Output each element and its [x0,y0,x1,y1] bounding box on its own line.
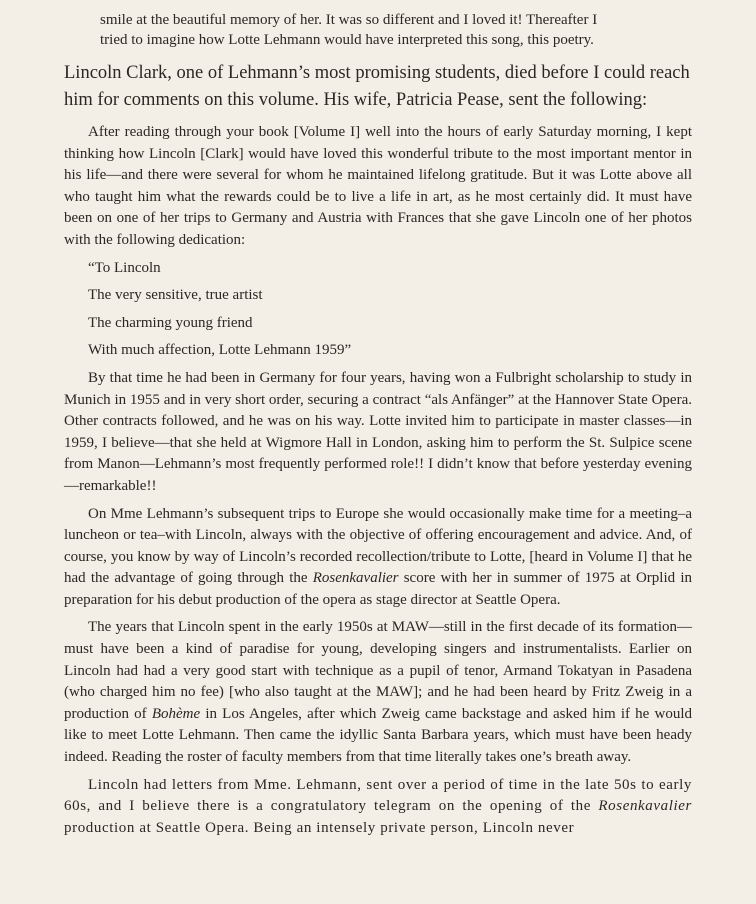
opera-title: Rosenkavalier [312,570,399,587]
block-quote-continuation [100,10,660,50]
letter-body [64,122,692,845]
lead-line-2: him for comments on this volume. His wife, Patricia Pease, sent the following: [64,90,648,110]
lead-paragraph [64,60,696,114]
dedication-line-2: The very sensitive, true artist [88,287,263,304]
lead-line-1: Lincoln Clark, one of Lehmann’s most promising students, died before I could reach [64,63,690,83]
paragraph-1: After reading through your book [Volume I] well into the hours of early Saturday morning, I kept thinking how Lincoln [Clark] would have loved this wonderful tribute to the most important mentor in his life—and there were several for whom he maintained lifelong gratitude. But it was Lotte above all who taught him what the rewards could be to live a life in art, as he most certainly did. It must have been on one of her trips to Germany and Austria with Frances that she gave Lincoln one of her photos with the following dedication: [64,124,692,248]
dedication-line-4: With much affection, Lotte Lehmann 1959” [88,342,352,359]
quote-line-2: tried to imagine how Lotte Lehmann would have interpreted this song, this poetry. [100,32,594,48]
dedication-line-1: “To Lincoln [88,259,161,276]
opera-title: Bohème [151,705,201,722]
opera-title: Rosenkavalier [598,798,692,815]
paragraph-3: On Mme Lehmann’s subsequent trips to Europe she would occasionally make time for a meeting–a luncheon or tea–with Lincoln, always with the objective of offering encouragement and advice. And, of course, you know by way of Lincoln’s recorded recollection/tribute to Lotte, [heard in Volume I] that he had the advantage of going through the Rosenkavalier score with her in summer of 1975 at Orplid in preparation for his debut production of the opera as stage director at Seattle Opera. [64,505,692,608]
paragraph-5: Lincoln had letters from Mme. Lehmann, sent over a period of time in the late 50s to early 60s, and I believe there is a congratulatory telegram on the opening of the Rosenkavalier production at Seattle Opera. Being an intensely private person, Lincoln never [64,776,692,836]
quote-line-1: smile at the beautiful memory of her. It was so different and I loved it! Thereafter I [100,12,598,28]
paragraph-4: The years that Lincoln spent in the early 1950s at MAW—still in the first decade of its formation—must have been a kind of paradise for young, developing singers and instrumentalists. Earlier on Lincoln had had a very good start with technique as a pupil of tenor, Armand Tokatyan in Pasadena (who charged him no fee) [who also taught at the MAW]; and he had been heard by Fritz Zweig in a production of Bohème in Los Angeles, after which Zweig came backstage and asked him if he would like to meet Lotte Lehmann. Then came the idyllic Santa Barbara years, which must have been heady indeed. Reading the roster of faculty members from that time literally takes one’s breath away. [64,619,693,766]
paragraph-2: By that time he had been in Germany for four years, having won a Fulbright scholarship to study in Munich in 1955 and in very short order, securing a contract “als Anfänger” at the Hannover State Opera. Other contracts followed, and he was on his way. Lotte invited him to participate in master classes—in 1959, I believe—that she held at Wigmore Hall in London, asking him to perform the St. Sulpice scene from Manon—Lehmann’s most frequently performed role!! I didn’t know that before yesterday evening—remarkable!! [64,369,692,494]
dedication-line-3: The charming young friend [88,314,253,331]
